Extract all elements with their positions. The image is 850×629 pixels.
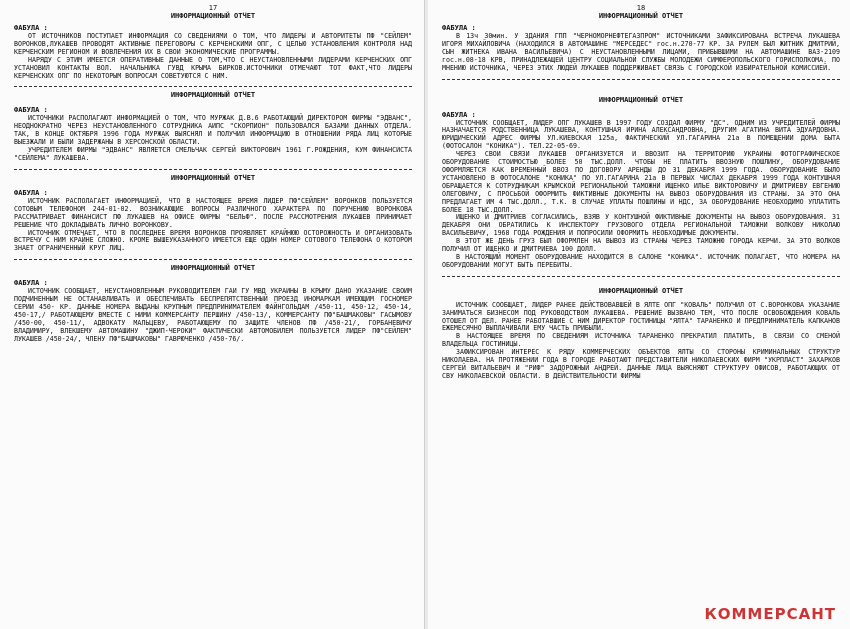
report-paragraph: В НАСТОЯЩИЙ МОМЕНТ ОБОРУДОВАНИЕ НАХОДИТСЯ В САЛОНЕ "КОНИКА". ИСТОЧНИК ПОЛАГАЕТ, ЧТО НОМЕРА НА ОБОРУДОВАНИИ МОГУТ БЫТЬ ПЕРЕБИТЫ. [442, 252, 840, 269]
fabula-label: ФАБУЛА : [14, 106, 48, 115]
report-title: ИНФОРМАЦИОННЫЙ ОТЧЕТ [170, 91, 256, 100]
report-title: ИНФОРМАЦИОННЫЙ ОТЧЕТ [170, 12, 256, 20]
right-page [428, 0, 850, 629]
page-number: 18 [636, 4, 646, 12]
section-separator [442, 276, 840, 277]
section-separator [14, 86, 412, 87]
report-title: ИНФОРМАЦИОННЫЙ ОТЧЕТ [170, 173, 256, 182]
report-paragraph: ИЩЕНКО И ДМИТРИЕВ СОГЛАСИЛИСЬ, ВЗЯВ У КОНТУШНОЙ ФИКТИВНЫЕ ДОКУМЕНТЫ НА ВЫВОЗ ОБОРУДОВАНИЯ. 31 ДЕКАБРЯ ОНИ ОБРАТИЛИСЬ К ИНСПЕКТОРУ ГРУЗОВОГО ОТДЕЛА РЕГИОНАЛЬНОЙ ТАМОЖНИ ВОЛКОВУ НИКОЛАЮ ВАСИЛЬЕВИЧУ, 1968 ГОДА РОЖДЕНИЯ И ПОПРОСИЛИ ОФОРМИТЬ НЕОБХОДИМЫЕ ДОКУМЕНТЫ. [442, 213, 840, 238]
report-paragraph: ЧЕРЕЗ СВОИ СВЯЗИ ЛУКАШЕВ ОРГАНИЗУЕТСЯ И ВВОЗИТ НА ТЕРРИТОРИЮ УКРАИНЫ ФОТОГРАФИЧЕСКОЕ ОБОРУДОВАНИЕ СТОИМОСТЬЮ БОЛЕЕ 50 ТЫС.ДОЛЛ. ЧТОБЫ НЕ ПЛАТИТЬ ВВОЗНУЮ ПОШЛИНУ, ОБОРУДОВАНИЕ ОФОРМЛЯЕТСЯ КАК ВРЕМЕННЫЙ ВВОЗ ПО ДОГОВОРУ АРЕНДЫ ДО 31 ДЕКАБРЯ 1999 ГОДА. ОБОРУДОВАНИЕ БЫЛО УСТАНОВЛЕНО В ФОТОСАЛОНЕ "КОНИКА" ПО УЛ.ГАГАРИНА 21а В ПЕРВЫХ ЧИСЛАХ ДЕКАБРЯ 1999 ГОДА КОНТУШНАЯ ОБРАЩАЕТСЯ К СОТРУДНИКАМ КРЫМСКОЙ РЕГИОНАЛЬНОЙ ТАМОЖНИ ИЩЕНКО ИЛЬЕ ВИКТОРОВИЧУ И ДМИТРИЕВУ ЕВГЕНИЮ ОЛЕГОВИЧУ, С ПРОСЬБОЙ ОФОРМИТЬ ФИКТИВНЫЕ ДОКУМЕНТЫ НА ВЫВОЗ ОБОРУДОВАНИЯ ИЗ СТРАНЫ. ЗА ЭТО ОНА ПРЕДЛАГАЕТ ИМ 4 ТЫС.ДОЛЛ., Т.К. В СЛУЧАЕ УПЛАТЫ ПОШЛИНЫ И НДС, ЗА ОБОРУДОВАНИЕ НЕОБХОДИМО УПЛАТИТЬ БОЛЕЕ 18 ТЫС.ДОЛЛ. [442, 150, 840, 214]
section-separator [442, 79, 840, 80]
section-separator [14, 259, 412, 260]
report-paragraph: ИСТОЧНИК СООБЩАЕТ, ЛИДЕР ОПГ ЛУКАШЕВ В 1997 ГОДУ СОЗДАЛ ФИРМУ "ДС". ОДНИМ ИЗ УЧРЕДИТЕЛЕЙ ФИРМЫ НАЗНАЧАЕТСЯ РОДСТВЕННИЦА ЛУКАШЕВА, КОНТУШНАЯ ИРИНА АЛЕКСАНДРОВНА, ДРУГИМ АГАТИНА ВИТА ЭДУАРДОВНА. ЮРИДИЧЕСКИЙ АДРЕС ФИРМЫ УЛ.КИЕВСКАЯ 125а, ФАКТИЧЕСКИЙ УЛ.ГАГАРИНА 21а В ПОМЕЩЕНИИ ДОМА БЫТА (ФОТОСАЛОН "КОНИКА"). ТЕЛ.22-05-69. [442, 118, 840, 151]
fabula-label: ФАБУЛА : [442, 24, 476, 32]
report-title: ИНФОРМАЦИОННЫЙ ОТЧЕТ [598, 286, 684, 295]
fabula-label: ФАБУЛА : [442, 110, 476, 119]
kommersant-watermark: КОММЕРСАНТ [704, 605, 836, 623]
fabula-label: ФАБУЛА : [14, 279, 48, 288]
report-paragraph: НАРЯДУ С ЭТИМ ИМЕЕТСЯ ОПЕРАТИВНЫЕ ДАННЫЕ О ТОМ,ЧТО С НЕУСТАНОВЛЕННЫМИ ЛИДЕРАМИ КЕРЧЕНСКИХ ОПГ УСТАНОВИЛ КОНТАКТЫ ВОЛ. НАЧАЛЬНИКА ГУВД КРЫМА БИРКОВ.ИСТОЧНИКИ ОТМЕЧАЮТ ТОТ ФАКТ,ЧТО ЛИДЕРЫ КЕРЧЕНСКИХ ОПГ ПО НЕКОТОРЫМ ВОПРОСАМ СОВЕТУЮТСЯ С НИМ. [14, 55, 412, 80]
report-title: ИНФОРМАЦИОННЫЙ ОТЧЕТ [598, 95, 684, 104]
report-paragraph: В ЭТОТ ЖЕ ДЕНЬ ГРУЗ БЫЛ ОФОРМЛЕН НА ВЫВОЗ ИЗ СТРАНЫ ЧЕРЕЗ ТАМОЖНЮ ГОРОДА КЕРЧИ. ЗА ЭТО ВОЛКОВ ПОЛУЧИЛ ОТ ИЩЕНКО И ДМИТРИЕВА 100 ДОЛЛ. [442, 237, 840, 254]
report-paragraph: ИСТОЧНИК ОТМЕЧАЕТ, ЧТО В ПОСЛЕДНЕЕ ВРЕМЯ ВОРОНКОВ ПРОЯВЛЯЕТ КРАЙНЮЮ ОСТОРОЖНОСТЬ И ОРГАНИЗОВАТЬ ВСТРЕЧУ С НИМ КРАЙНЕ СЛОЖНО. КРОМЕ ВЫШЕУКАЗАННОГО ИМЕЕТСЯ ЕЩЕ ОДИН НОМЕР СОТОВОГО ТЕЛЕФОНА О КОТОРОМ ЗНАЕТ ОГРАНИЧЕННЫЙ КРУГ ЛИЦ. [14, 228, 412, 253]
report-paragraph: В НАСТОЯЩЕЕ ВРЕМЯ ПО СВЕДЕНИЯМ ИСТОЧНИКА ТАРАНЕНКО ПРЕКРАТИЛ ПЛАТИТЬ, В СВЯЗИ СО СМЕНОЙ ВЛАДЕЛЬЦА ГОСТИНИЦЫ. [442, 332, 840, 349]
report-paragraph: ИСТОЧНИК СООБЩАЕТ, ЛИДЕР РАНЕЕ ДЕЙСТВОВАВШЕЙ В ЯЛТЕ ОПГ "КОВАЛЬ" ПОЛУЧИЛ ОТ С.ВОРОНКОВА УКАЗАНИЕ ЗАНИМАТЬСЯ БИЗНЕСОМ ПОД РУКОВОДСТВОМ ЛУКАШЕВА. РЕШЕНИЕ ВЫЗВАНО ТЕМ, ЧТО ПОСЛЕ ОСВОБОЖДЕНИЯ КОВАЛЬ ОТОШЕЛ ОТ ДЕЛ. РАНЕЕ РАБОТАВШИЕ С НИМ ДИРЕКТОР ГОСТИНИЦЫ "ЯЛТА" ТАРАНЕНКО И ПРЕДПРИНИМАТЕЛЬ КАПКАНОВ ЕЖЕМЕСЯЧНО ВЫПЛАЧИВАЛИ ЕМУ ЧАСТЬ ПРИБЫЛИ. [442, 300, 840, 333]
fabula-label: ФАБУЛА : [14, 24, 48, 32]
report-paragraph: ИСТОЧНИК СООБЩАЕТ, НЕУСТАНОВЛЕННЫМ РУКОВОДИТЕЛЕМ ГАИ ГУ МВД УКРАИНЫ В КРЫМУ ДАНО УКАЗАНИЕ СВОИМ ПОДЧИНЕННЫМ НЕ ОСТАНАВЛИВАТЬ И ОБЕСПЕЧИВАТЬ БЕСПРЕПЯТСТВЕННЫЙ ПРОЕЗД ИНОМАРКАМ ИМЕЮЩИМ ГОСНОМЕР СЕРИИ 450- КР. ДАННЫЕ НОМЕРА ВЫДАНЫ КРУПНЫМ ПРЕДПРИНИМАТЕЛЕМ ФАЙНГОЛЬДАМ /450-11, 450-12, 450-14, 450-17,/ РАБОТАЮЩЕМУ ВМЕСТЕ С НИМИ КОММЕРСАНТУ ПЕРШИНУ /450-13/, КОММЕРСАНТУ ПФ"БАШМАКОВЫ" ГАСЫМОВУ /450-00, 450-11/, АДВОКАТУ МАЛЬЦЕВУ, РАБОТАЮЩЕМУ ПО ЗАЩИТЕ ЧЛЕНОВ ПФ /450-21/, ГОРБАНЕВИЧУ ВЛАДИМИРУ, ВЛЕКШЕМУ АВТОМАШИНУ "ДЖИП-ЧЕРОКИ" ФАКТИЧЕСКИ АВТОМОБИЛЕМ ПОЛЬЗУЕТСЯ ЛИДЕР ПФ"СЕЙЛЕМ" ЛУКАШЕВ /450-24/, ЧЛЕНУ ПФ"БАШМАКОВЫ" ГАВРЮЧЕНКО /450-76/. [14, 287, 412, 343]
report-paragraph: ЗАФИКСИРОВАН ИНТЕРЕС К РЯДУ КОММЕРЧЕСКИХ ОБЪЕКТОВ ЯЛТЫ СО СТОРОНЫ КРИМИНАЛЬНЫХ СТРУКТУР НИКОЛАЕВА. НА ПРОТЯЖЕНИИ ГОДА В ГОРОДЕ РАБОТАЮТ ПРЕДСТАВИТЕЛИ НИКОЛАЕВСКИХ ФИРМ "УКРПЛАСТ" ЗАХАРКОВ СЕРГЕЙ ВИТАЛЬЕВИЧ И "РИФ" ЗАДОРОЖНЫЙ АНДРЕЙ. ДАННЫЕ ЛИЦА ВЫЯСНЯЮТ СТРУКТУРУ ОФИСОВ, РАБОТАЮЩИХ ОТ СВУ НИКОЛАЕВСКОЙ ОБЛАСТИ. В ДЕЙСТВИТЕЛЬНОСТИ ФИРМЫ [442, 348, 840, 380]
report-paragraph: В 13ч 30мин. У ЗДАНИЯ ГПП "ЧЕРНОМОРНЕФТЕГАЗПРОМ" ИСТОЧНИКАМИ ЗАФИКСИРОВАНА ВСТРЕЧА ЛУКАШЕВА ИГОРЯ МИХАЙЛОВИЧА (НАХОДИЛСЯ В АВТОМАШИНЕ "МЕРСЕДЕС" гос.н.270-77 КР. ЗА РУЛЕМ БЫЛ ЖИТНИК ДМИТРИЙ, СЫН ЖИТНЕКА ИВАНА ВАСИЛЬЕВИЧА) С НЕУСТАНОВЛЕННЫМИ ЛИЦАМИ, ПРИБЫВШИМИ НА АВТОМАШИНЕ ВАЗ-2109 гос.н.08-18 КРВ, ПРИНАДЛЕЖАЩЕЙ ЦЕНТРУ СОЦИАЛЬНОЙ СЛУЖБЫ МОЛОДЕЖИ СИМФЕРОПОЛЬСКОГО ГОРИСПОЛКОМА. ПО МНЕНИЮ ИСТОЧНИКА, ЧЕРЕЗ ЭТИХ ЛЮДЕЙ ЛУКАШЕВ ПОДДЕРЖИВАЕТ СВЯЗЬ С ГОРОДСКОЙ ИЗБИРАТЕЛЬНОЙ КОМИССИЕЙ. [442, 32, 840, 72]
report-title: ИНФОРМАЦИОННЫЙ ОТЧЕТ [598, 12, 684, 20]
report-paragraph: УЧРЕДИТЕЛЕМ ФИРМЫ "ЭДВАНС" ЯВЛЯЕТСЯ СМЕЛЬЧАК СЕРГЕЙ ВИКТОРОВИЧ 1961 Г.РОЖДЕНИЯ, КУМ ФИНАНСИСТА "СЕЙЛЕМА" ЛУКАШЕВА. [14, 146, 412, 162]
report-title: ИНФОРМАЦИОННЫЙ ОТЧЕТ [170, 264, 256, 273]
report-paragraph: ОТ ИСТОЧНИКОВ ПОСТУПАЕТ ИНФОРМАЦИЯ СО СВЕДЕНИЯМИ О ТОМ, ЧТО ЛИДЕРЫ И АВТОРИТЕТЫ ПФ "СЕЙЛЕМ" ВОРОНКОВ,ЛУКАШЕВ ПРОВОДЯТ АКТИВНЫЕ ПЕРЕГОВОРЫ С КЕРЧЕНСКИМИ ОПГ, С ЦЕЛЬЮ УСТАНОВЛЕНИЯ КОНТРОЛЯ НАД КЕРЧЕНСКИМ РЕГИОНОМ И ВОВЛЕЧЕНИЯ ИХ В СВОИ ЭКОНОМИЧЕСКИЕ ПРОГРАММЫ. [14, 32, 412, 56]
report-paragraph: ИСТОЧНИКИ РАСПОЛАГАЮТ ИНФОРМАЦИЕЙ О ТОМ, ЧТО МУРЖАК Д.В.6 РАБОТАЮЩИЙ ДИРЕКТОРОМ ФИРМЫ "ЭДВАНС", НЕОДНОКРАТНО ЧЕРЕЗ НЕУСТАНОВЛЕННОГО СОТРУДНИКА АИПС "СКОРПИОН" ПОЛЬЗОВАЛСЯ БАЗАМИ ДАННЫХ ОТДЕЛА. ТАК, В КОНЦЕ ОКТЯБРЯ 1996 ГОДА МУРЖАК ВЫЯСНЯЛ И ПОЛУЧИЛ ИНФОРМАЦИЮ В ОТНОШЕНИИ РЯДА ЛИЦ КОТОРЫЕ ВЫЕЗЖАЛИ И БЫЛИ ЗАДЕРЖАНЫ В ХЕРСОНСКОЙ ОБЛАСТИ. [14, 114, 412, 147]
section-separator [14, 169, 412, 170]
report-paragraph: ИСТОЧНИК РАСПОЛАГАЕТ ИНФОРМАЦИЕЙ, ЧТО В НАСТОЯЩЕЕ ВРЕМЯ ЛИДЕР ПФ"СЕЙЛЕМ" ВОРОНКОВ ПОЛЬЗУЕТСЯ СОТОВЫМ ТЕЛЕФОНОМ 244-01-02. ВОЗНИКАЮЩИЕ ВОПРОСЫ РАЗЛИЧНОГО ХАРАКТЕРА ПО ПОРУЧЕНИЮ ВОРОНКОВА РАССМАТРИВАЕТ ФИНАНСИСТ ПФ ЛУКАШЕВ НА ОФИСЕ ФИРМЫ "БЕЛЬФ". ПОСЛЕ РАССМОТРЕНИЯ ЛУКАШЕВ ПРИНИМАЕТ РЕШЕНИЕ ЧТО ДОКЛАДЫВАТЬ ЛИЧНО ВОРОНКОВУ. [14, 196, 412, 229]
fabula-label: ФАБУЛА : [14, 188, 48, 197]
page-number: 17 [208, 4, 218, 12]
